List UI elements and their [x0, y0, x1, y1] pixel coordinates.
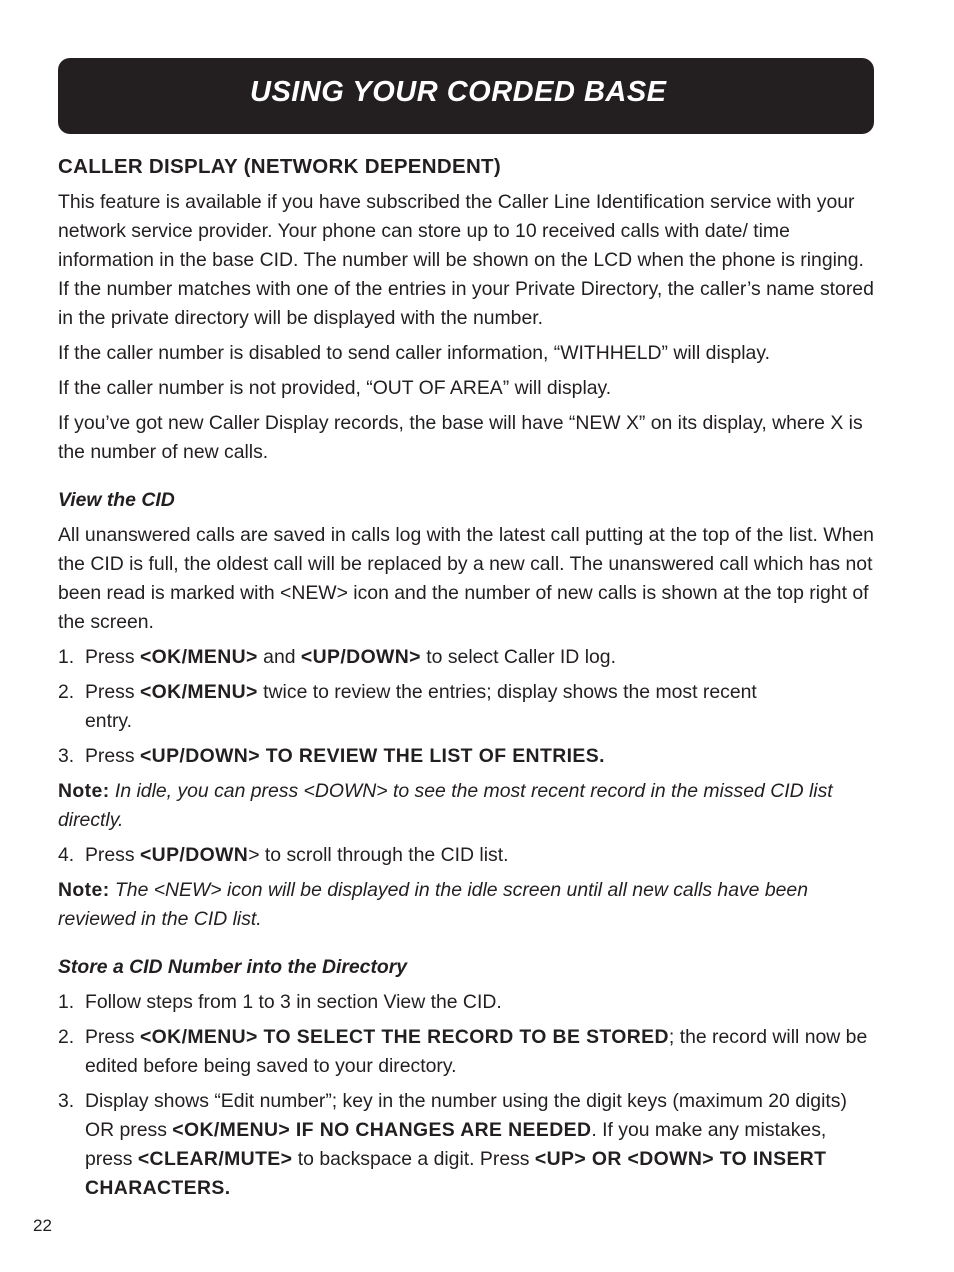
key-name: <OK/MENU>	[139, 681, 258, 703]
text-run: twice to review the entries; display shows the most recent entry.	[85, 681, 757, 732]
note	[58, 777, 878, 835]
note-text: The <NEW> icon will be displayed in the idle screen until all new calls have been reviewed in the CID list.	[58, 879, 808, 930]
key-name: <UP> OR <DOWN> TO INSERT CHARACTERS.	[85, 1148, 827, 1199]
step-text	[85, 841, 878, 870]
step-number: 1.	[58, 646, 75, 668]
key-name: <OK/MENU> TO SELECT THE RECORD TO BE STORED	[139, 1026, 669, 1048]
note-label: Note:	[58, 879, 110, 901]
key-name: <OK/MENU>	[139, 646, 258, 668]
step-text	[85, 643, 878, 672]
step-number: 1.	[58, 991, 75, 1013]
text-run: . If you make any mistakes, press	[85, 1119, 827, 1170]
text-run: Press	[85, 1026, 140, 1048]
key-name: <UP/DOWN> TO REVIEW THE LIST OF ENTRIES.	[139, 745, 605, 767]
text-run: and	[257, 646, 301, 668]
list-item	[58, 841, 878, 870]
paragraph: If the caller number is disabled to send caller information, “WITHHELD” will display.	[58, 342, 770, 364]
step-text	[85, 678, 878, 736]
text-run: Press	[85, 844, 140, 866]
note	[58, 876, 878, 934]
key-name: <UP/DOWN>	[300, 646, 421, 668]
paragraph: If you’ve got new Caller Display records, the base will have “NEW X” on its display, where X is the number of new calls.	[58, 412, 863, 463]
section-banner	[58, 58, 874, 134]
text-run: > to scroll through the CID list.	[248, 844, 509, 866]
list-item	[58, 1087, 878, 1203]
key-name: <CLEAR/MUTE>	[137, 1148, 293, 1170]
list-item	[58, 678, 878, 736]
page-content	[58, 152, 878, 1209]
text-run: to backspace a digit. Press	[292, 1148, 535, 1170]
key-name: <UP/DOWN	[139, 844, 249, 866]
step-number: 2.	[58, 1026, 75, 1048]
step-number: 3.	[58, 745, 75, 767]
list-item	[58, 643, 878, 672]
text-run: Press	[85, 681, 140, 703]
list-item	[58, 988, 878, 1017]
note-text: In idle, you can press <DOWN> to see the most recent record in the missed CID list directly.	[58, 780, 833, 831]
text-run: Press	[85, 745, 140, 767]
list-item	[58, 742, 878, 771]
page-number: 22	[33, 1216, 52, 1235]
text-run: to select Caller ID log.	[420, 646, 616, 668]
text-run: Press	[85, 646, 140, 668]
subsection-heading-store-cid: Store a CID Number into the Directory	[58, 956, 408, 978]
page-title: USING YOUR CORDED BASE	[250, 76, 667, 108]
text-run: ; the record will now be edited before being saved to your directory.	[85, 1026, 868, 1077]
note-label: Note:	[58, 780, 110, 802]
step-text	[85, 742, 878, 771]
subsection-heading-view-cid: View the CID	[58, 489, 175, 511]
paragraph: If the caller number is not provided, “OUT OF AREA” will display.	[58, 377, 612, 399]
step-text: Follow steps from 1 to 3 in section View the CID.	[85, 991, 502, 1013]
step-number: 2.	[58, 681, 75, 703]
step-text	[85, 1087, 878, 1203]
step-number: 3.	[58, 1090, 75, 1112]
section-heading: CALLER DISPLAY (NETWORK DEPENDENT)	[58, 155, 502, 178]
step-text	[85, 1023, 878, 1081]
step-number: 4.	[58, 844, 75, 866]
paragraph: This feature is available if you have subscribed the Caller Line Identification service with your network service provider. Your phone can store up to 10 received calls with date/ time information in the base CID. The number will be shown on the LCD when the phone is ringing. If the number matches with one of the entries in your Private Directory, the caller’s name stored in the private directory will be displayed with the number.	[58, 191, 874, 329]
list-item	[58, 1023, 878, 1081]
text-run: Display shows “Edit number”; key in the number using the digit keys (maximum 20 digits) OR press	[85, 1090, 847, 1141]
paragraph: All unanswered calls are saved in calls log with the latest call putting at the top of the list. When the CID is full, the oldest call will be replaced by a new call. The unanswered call which has not been read is marked with <NEW> icon and the number of new calls is shown at the top right of the screen.	[58, 524, 874, 633]
key-name: <OK/MENU> IF NO CHANGES ARE NEEDED	[172, 1119, 592, 1141]
